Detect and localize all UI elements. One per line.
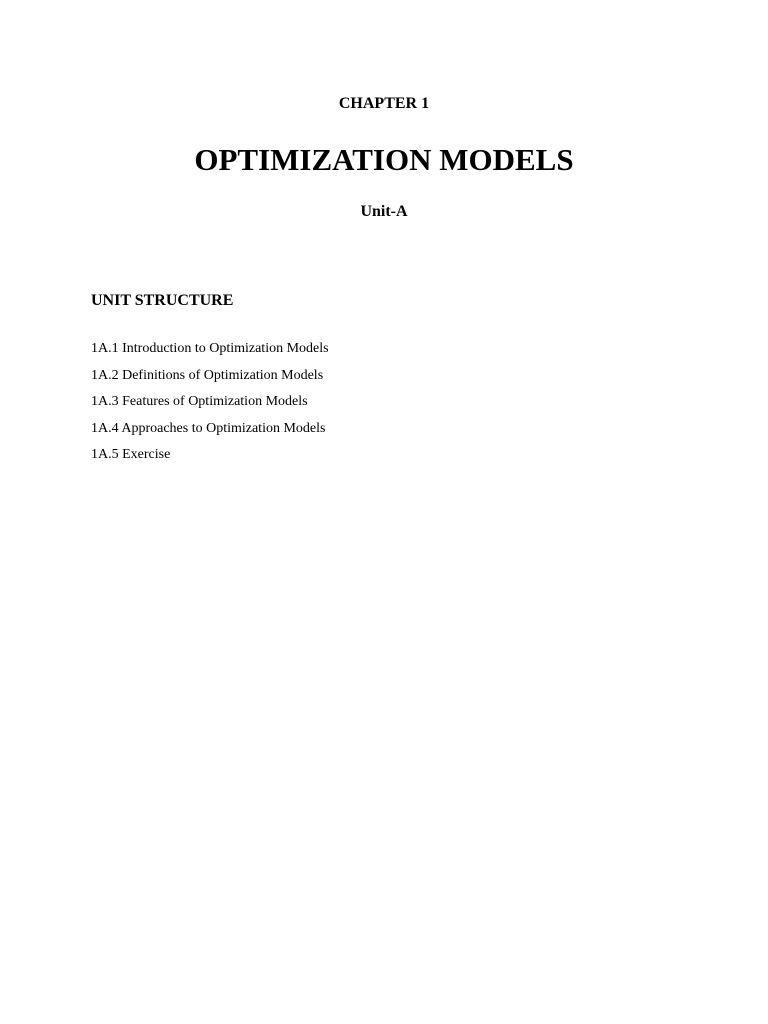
unit-label: Unit-A [360, 203, 408, 220]
unit-structure-list [91, 340, 329, 473]
toc-item: 1A.4 Approaches to Optimization Models [91, 420, 326, 436]
toc-item: 1A.1 Introduction to Optimization Models [91, 341, 329, 356]
toc-item: 1A.3 Features of Optimization Models [91, 394, 308, 410]
unit-structure-heading: UNIT STRUCTURE [91, 292, 234, 309]
toc-item: 1A.5 Exercise [91, 447, 171, 463]
chapter-label: CHAPTER 1 [338, 95, 430, 112]
toc-item: 1A.2 Definitions of Optimization Models [91, 367, 324, 383]
chapter-title: OPTIMIZATION MODELS [194, 142, 574, 177]
